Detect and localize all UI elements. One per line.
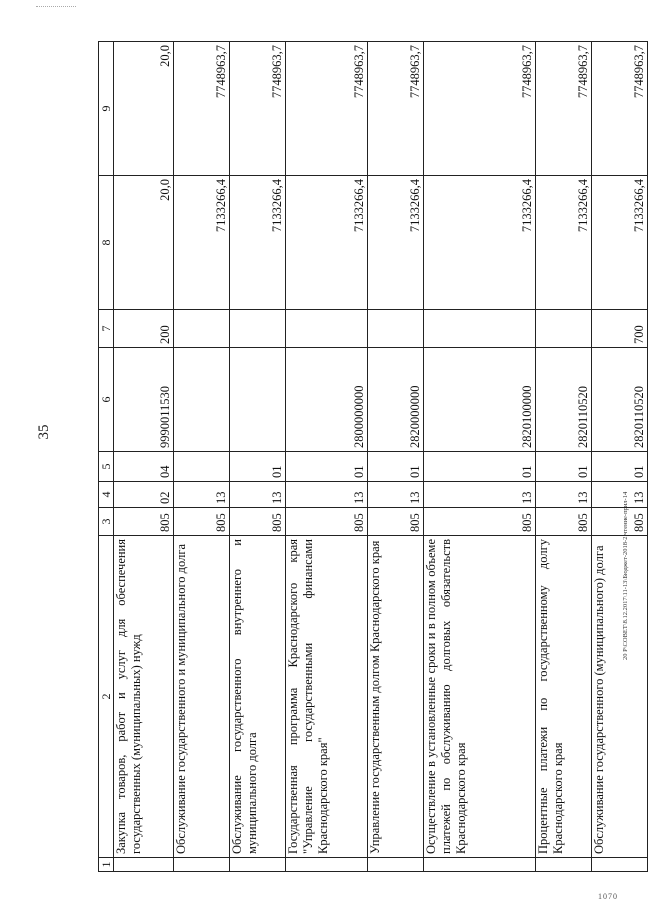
row-target: 2820110520 xyxy=(592,348,648,452)
row-type xyxy=(174,310,230,348)
row-section: 13 xyxy=(174,482,230,508)
row-subsection: 01 xyxy=(368,452,424,482)
row-code: 805 xyxy=(174,508,230,536)
row-code: 805 xyxy=(368,508,424,536)
row-section: 13 xyxy=(230,482,286,508)
header-col-3: 3 xyxy=(99,508,114,536)
row-target xyxy=(230,348,286,452)
row-section: 13 xyxy=(592,482,648,508)
row-index xyxy=(174,858,230,872)
row-amount-2019: 7748963,7 xyxy=(592,42,648,176)
row-name: Обслуживание государственного (муниципального) долга xyxy=(592,536,648,858)
row-subsection: 04 xyxy=(114,452,174,482)
row-subsection: 01 xyxy=(286,452,368,482)
row-target: 2820110520 xyxy=(536,348,592,452)
row-code: 805 xyxy=(424,508,536,536)
table-row xyxy=(114,42,174,872)
row-section: 13 xyxy=(368,482,424,508)
row-index xyxy=(368,858,424,872)
header-col-8: 8 xyxy=(99,176,114,310)
footer-path: 20 Р\СОВЕТ\8.12.2017\11-13\Бюджет-2018-2 чтение-прил-14 xyxy=(622,491,629,660)
row-amount-2019: 7748963,7 xyxy=(174,42,230,176)
header-col-9: 9 xyxy=(99,42,114,176)
row-code: 805 xyxy=(230,508,286,536)
row-code: 805 xyxy=(536,508,592,536)
row-amount-2018: 7133266,4 xyxy=(230,176,286,310)
row-name: Процентные платежи по государственному долгу Краснодарского края xyxy=(536,536,592,858)
row-section: 13 xyxy=(424,482,536,508)
row-amount-2019: 7748963,7 xyxy=(230,42,286,176)
row-amount-2019: 20,0 xyxy=(114,42,174,176)
row-type xyxy=(536,310,592,348)
header-col-6: 6 xyxy=(99,348,114,452)
row-target: 2800000000 xyxy=(286,348,368,452)
row-subsection: 01 xyxy=(424,452,536,482)
row-name: Осуществление в установленные сроки и в полном объеме платежей по обслуживанию долговых обязательств Краснодарского края xyxy=(424,536,536,858)
row-amount-2018: 7133266,4 xyxy=(424,176,536,310)
row-type xyxy=(286,310,368,348)
header-row xyxy=(99,42,114,872)
row-amount-2018: 7133266,4 xyxy=(286,176,368,310)
row-amount-2019: 7748963,7 xyxy=(286,42,368,176)
row-amount-2019: 7748963,7 xyxy=(424,42,536,176)
row-subsection xyxy=(174,452,230,482)
header-col-5: 5 xyxy=(99,452,114,482)
table-row xyxy=(424,42,536,872)
row-amount-2018: 7133266,4 xyxy=(368,176,424,310)
row-index xyxy=(230,858,286,872)
row-name: Обслуживание государственного внутреннего и муниципального долга xyxy=(230,536,286,858)
row-index xyxy=(592,858,648,872)
header-col-4: 4 xyxy=(99,482,114,508)
row-index xyxy=(114,858,174,872)
budget-table xyxy=(98,41,648,872)
row-name: Управление государственным долгом Краснодарского края xyxy=(368,536,424,858)
row-name: Государственная программа Краснодарского края "Управление государственными финансами Краснодарского края" xyxy=(286,536,368,858)
row-amount-2018: 7133266,4 xyxy=(592,176,648,310)
header-col-7: 7 xyxy=(99,310,114,348)
row-index xyxy=(536,858,592,872)
header-col-2: 2 xyxy=(99,536,114,858)
table-row xyxy=(536,42,592,872)
table-row xyxy=(592,42,648,872)
row-section: 13 xyxy=(286,482,368,508)
row-amount-2018: 20,0 xyxy=(114,176,174,310)
row-index xyxy=(286,858,368,872)
row-target: 9990011530 xyxy=(114,348,174,452)
row-type xyxy=(368,310,424,348)
table-row xyxy=(174,42,230,872)
row-code: 805 xyxy=(114,508,174,536)
row-section: 02 xyxy=(114,482,174,508)
table-row xyxy=(230,42,286,872)
row-section: 13 xyxy=(536,482,592,508)
row-type xyxy=(424,310,536,348)
row-subsection: 01 xyxy=(230,452,286,482)
row-index xyxy=(424,858,536,872)
row-target xyxy=(174,348,230,452)
row-amount-2018: 7133266,4 xyxy=(536,176,592,310)
row-amount-2019: 7748963,7 xyxy=(536,42,592,176)
table-row xyxy=(368,42,424,872)
row-code: 805 xyxy=(592,508,648,536)
row-target: 2820000000 xyxy=(368,348,424,452)
scan-mark xyxy=(36,6,76,7)
row-name: Закупка товаров, работ и услуг для обеспечения государственных (муниципальных) нужд xyxy=(114,536,174,858)
row-code: 805 xyxy=(286,508,368,536)
header-col-1: 1 xyxy=(99,858,114,872)
row-amount-2019: 7748963,7 xyxy=(368,42,424,176)
corner-number: 1070 xyxy=(598,892,618,901)
row-type: 200 xyxy=(114,310,174,348)
row-target: 2820100000 xyxy=(424,348,536,452)
row-name: Обслуживание государственного и муниципального долга xyxy=(174,536,230,858)
page-number: 35 xyxy=(36,424,52,440)
row-subsection: 01 xyxy=(536,452,592,482)
row-amount-2018: 7133266,4 xyxy=(174,176,230,310)
row-type: 700 xyxy=(592,310,648,348)
table-row xyxy=(286,42,368,872)
row-subsection: 01 xyxy=(592,452,648,482)
row-type xyxy=(230,310,286,348)
